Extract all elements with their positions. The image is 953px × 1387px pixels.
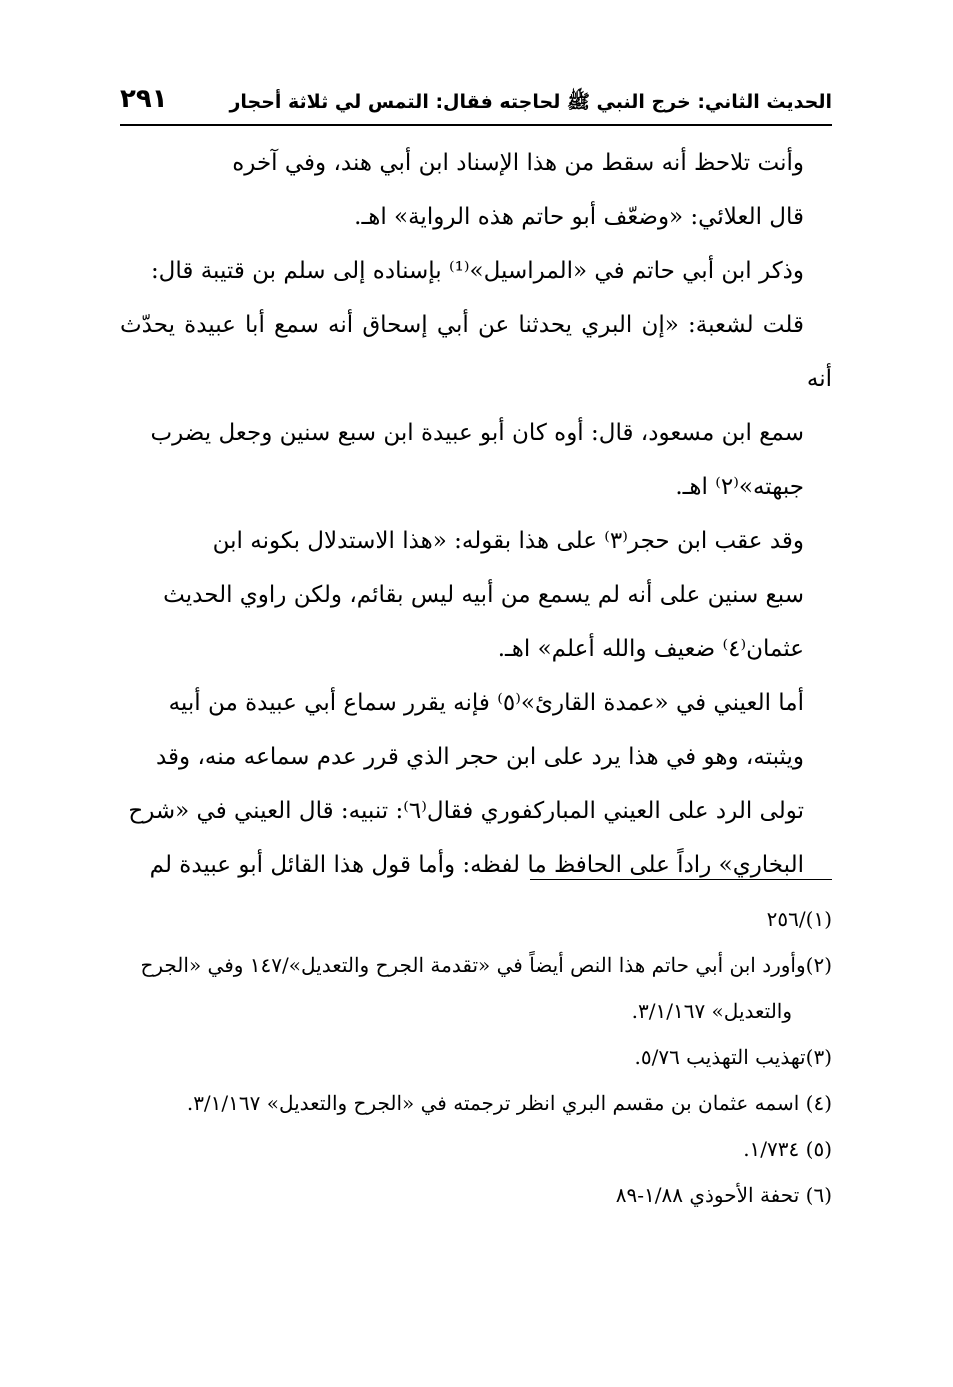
- paragraph-3: [120, 514, 832, 676]
- text-line: سبع سنين على أنه لم يسمع من أبيه ليس بقائم، ولكن راوي الحديث: [163, 582, 804, 608]
- footnotes: [120, 896, 832, 1218]
- text-line: ويثبته، وهو في هذا يرد على ابن حجر الذي قرر عدم سماعه منه، وقد: [155, 744, 804, 770]
- footnote-4: [120, 1080, 832, 1126]
- text-line: أما العيني في «عمدة القارئ»⁽٥⁾ فإنه يقرر سماع أبي عبيدة من أبيه: [168, 690, 804, 716]
- text-line: البخاري» راداً على الحافظ ما لفظه: وأما قول هذا القائل أبو عبيدة لم: [149, 852, 804, 878]
- footnote-6: [120, 1172, 832, 1218]
- footnote-1: [120, 896, 832, 942]
- footnote-divider: [530, 879, 832, 880]
- header-divider: [120, 124, 832, 126]
- footnote-2: [120, 942, 832, 988]
- footnote-text: (٤) اسمه عثمان بن مقسم البري انظر ترجمته في «الجرح والتعديل» ٣/١/١٦٧.: [186, 1091, 832, 1115]
- text-line: سمع ابن مسعود، قال: أوه كان أبو عبيدة ابن سبع سنين وجعل يضرب: [150, 420, 804, 446]
- text-line: عثمان⁽٤⁾ ضعيف والله أعلم» اهـ.: [497, 636, 804, 662]
- text-line: جبهته»⁽٢⁾ اهـ.: [675, 474, 804, 500]
- footnote-text: (٥) ١/٧٣٤.: [743, 1137, 832, 1161]
- page-number: ٢٩١: [120, 84, 168, 114]
- footnote-5: [120, 1126, 832, 1172]
- text-line: قلت لشعبة: «إن البري يحدثنا عن أبي إسحاق أنه سمع أبا عبيدة يحدّث أنه: [120, 312, 832, 392]
- footnote-text: (٦) تحفة الأحوذي ١/٨٨-٨٩: [615, 1183, 832, 1207]
- footnote-text: (١)/٢٥٦: [766, 907, 832, 931]
- text-line: قال العلائي: «وضعّف أبو حاتم هذه الرواية» اهـ.: [354, 204, 804, 230]
- text-line: تولى الرد على العيني المباركفوري فقال⁽٦⁾: تنبيه: قال العيني في «شرح: [128, 798, 804, 824]
- paragraph-1: [120, 136, 832, 244]
- text-line: وذكر ابن أبي حاتم في «المراسيل»⁽¹⁾ بإسناده إلى سلم بن قتيبة قال:: [150, 258, 804, 284]
- paragraph-4: [120, 676, 832, 892]
- footnote-2-continued: [120, 988, 832, 1034]
- footnote-3: [120, 1034, 832, 1080]
- text-line: وأنت تلاحظ أنه سقط من هذا الإسناد ابن أبي هند، وفي آخره: [232, 150, 804, 176]
- footnote-text: والتعديل» ٣/١/١٦٧.: [631, 999, 792, 1023]
- text-line: وقد عقب ابن حجر⁽٣⁾ على هذا بقوله: «هذا الاستدلال بكونه ابن: [212, 528, 804, 554]
- paragraph-2: [120, 244, 832, 514]
- main-text: [120, 136, 832, 892]
- header-title: الحديث الثاني: خرج النبي ﷺ لحاجته فقال: التمس لي ثلاثة أحجار: [229, 91, 832, 113]
- footnote-text: (٢)وأورد ابن أبي حاتم هذا النص أيضاً في «تقدمة الجرح والتعديل»/١٤٧ وفي «الجرح: [140, 953, 832, 977]
- running-header: [120, 84, 832, 124]
- footnote-text: (٣)تهذيب التهذيب ٥/٧٦.: [634, 1045, 832, 1069]
